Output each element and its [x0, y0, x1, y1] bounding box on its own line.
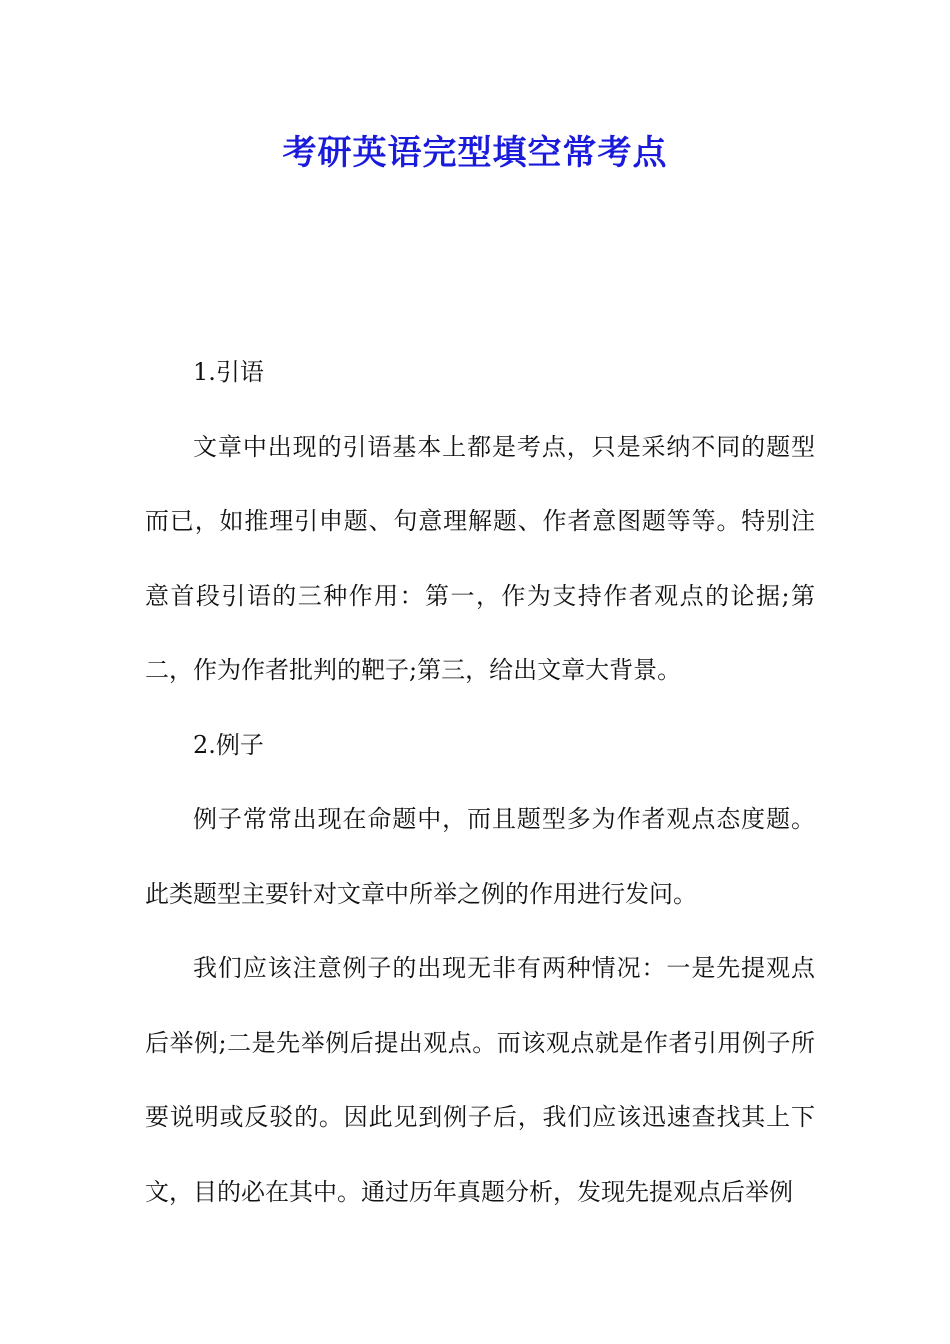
section-heading-examples: 2.例子 — [193, 730, 264, 759]
paragraph-example-cases: 我们应该注意例子的出现无非有两种情况：一是先提观点后举例;二是先举例后提出观点。而该观点就是作者引用例子所要说明或反驳的。因此见到例子后，我们应该迅速查找其上下文，目的必在其中。通过历年真题分析，发现先提观点后举例 — [145, 954, 815, 1206]
paragraph-examples: 例子常常出现在命题中，而且题型多为作者观点态度题。此类题型主要针对文章中所举之例的作用进行发问。 — [145, 805, 815, 908]
section-heading-quotes: 1.引语 — [193, 358, 264, 386]
document-title: 考研英语完型填空常考点 — [282, 133, 668, 173]
paragraph-quotes: 文章中出现的引语基本上都是考点，只是采纳不同的题型而已，如推理引申题、句意理解题、作者意图题等等。特别注意首段引语的三种作用：第一，作为支持作者观点的论据;第二，作为作者批判的靶子;第三，给出文章大背景。 — [145, 432, 815, 684]
document-body — [145, 335, 815, 1229]
